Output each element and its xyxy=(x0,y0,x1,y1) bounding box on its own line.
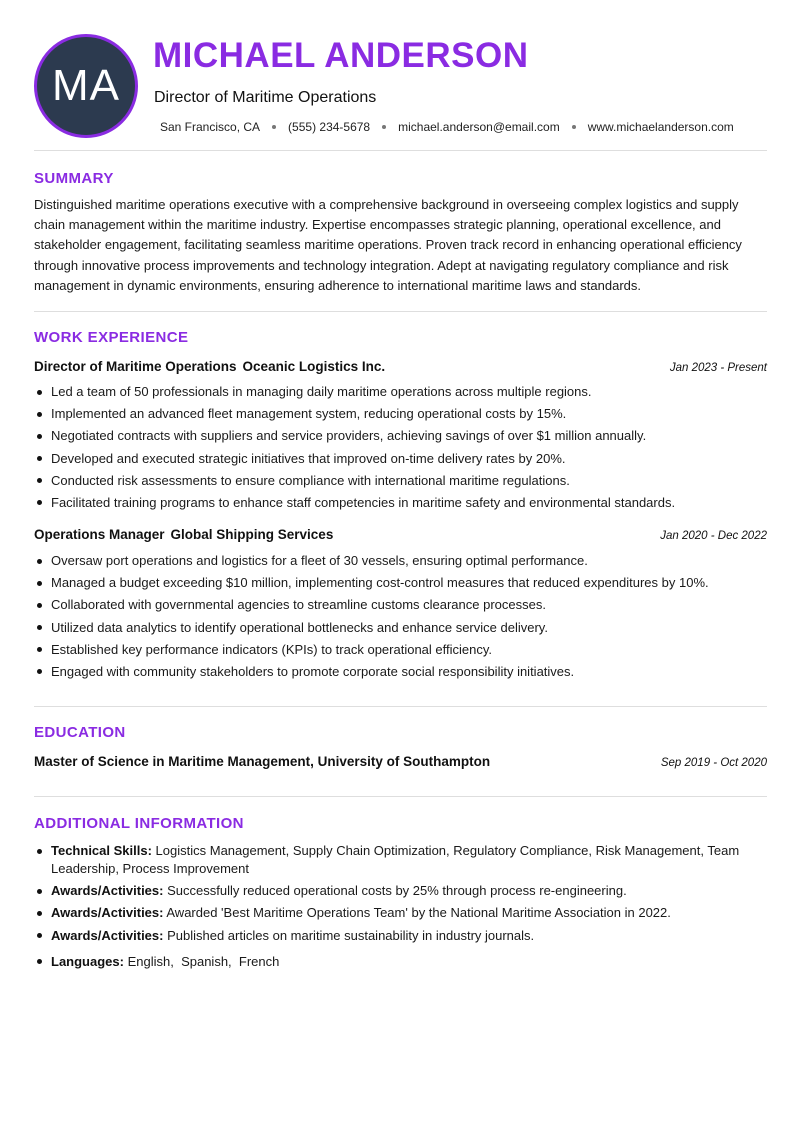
separator-dot-icon xyxy=(382,125,386,129)
list-item: Collaborated with governmental agencies to streamline customs clearance processes. xyxy=(34,596,767,614)
contact-phone: (555) 234-5678 xyxy=(288,120,371,134)
list-item: Facilitated training programs to enhance staff competencies in maritime safety and environmental standards. xyxy=(34,494,767,512)
list-item: Led a team of 50 professionals in managing daily maritime operations across multiple regions. xyxy=(34,383,767,401)
job-role: Director of Maritime Operations xyxy=(34,359,237,374)
contact-email[interactable]: michael.anderson@email.com xyxy=(398,120,560,134)
additional-list xyxy=(34,842,767,975)
avatar-initials: MA xyxy=(52,61,120,110)
item-text: Published articles on maritime sustainability in industry journals. xyxy=(167,927,535,943)
list-item: Oversaw port operations and logistics for a fleet of 30 vessels, ensuring optimal performance. xyxy=(34,552,767,570)
item-label: Awards/Activities: xyxy=(51,927,164,943)
item-text: English, Spanish, French xyxy=(127,953,280,969)
avatar xyxy=(34,34,138,138)
job-title-line xyxy=(34,527,333,542)
list-item: Conducted risk assessments to ensure compliance with international maritime regulations. xyxy=(34,472,767,490)
education-heading: EDUCATION xyxy=(34,724,126,741)
item-label: Technical Skills: xyxy=(51,843,152,858)
section-divider xyxy=(34,311,767,312)
job-header xyxy=(34,527,767,542)
summary-heading: SUMMARY xyxy=(34,170,114,187)
section-divider xyxy=(34,706,767,707)
job-role: Operations Manager xyxy=(34,527,165,542)
candidate-title: Director of Maritime Operations xyxy=(154,89,377,106)
list-item xyxy=(34,904,767,922)
education-degree: Master of Science in Maritime Management, University of Southampton xyxy=(34,754,491,769)
job-company: Global Shipping Services xyxy=(170,527,334,542)
list-item: Negotiated contracts with suppliers and service providers, achieving savings of over $1 million annually. xyxy=(34,427,767,445)
item-text: Awarded 'Best Maritime Operations Team' by the National Maritime Association in 2022. xyxy=(166,905,671,921)
contact-location: San Francisco, CA xyxy=(160,120,261,134)
item-label: Awards/Activities: xyxy=(51,905,164,921)
list-item: Implemented an advanced fleet management system, reducing operational costs by 15%. xyxy=(34,405,767,423)
item-text: Logistics Management, Supply Chain Optimization, Regulatory Compliance, Risk Management, Team Leadership, Process Improvement xyxy=(51,843,740,876)
item-text: Successfully reduced operational costs by 25% through process re-engineering. xyxy=(167,883,627,899)
education-date: Sep 2019 - Oct 2020 xyxy=(660,757,767,769)
list-item: Developed and executed strategic initiatives that improved on-time delivery rates by 20%. xyxy=(34,450,767,468)
separator-dot-icon xyxy=(272,125,276,129)
separator-dot-icon xyxy=(572,125,576,129)
section-divider xyxy=(34,150,767,151)
section-divider xyxy=(34,796,767,797)
list-item: Utilized data analytics to identify operational bottlenecks and enhance service delivery. xyxy=(34,619,767,637)
candidate-name: MICHAEL ANDERSON xyxy=(153,36,529,75)
job-bullets xyxy=(34,383,767,516)
item-label: Awards/Activities: xyxy=(51,883,164,899)
job-title-line xyxy=(34,359,385,374)
contact-website[interactable]: www.michaelanderson.com xyxy=(587,120,734,134)
list-item xyxy=(34,882,767,900)
job-date: Jan 2020 - Dec 2022 xyxy=(660,530,767,542)
additional-heading: ADDITIONAL INFORMATION xyxy=(34,815,244,832)
education-entry xyxy=(34,754,767,769)
contact-bar xyxy=(160,120,734,134)
job-company: Oceanic Logistics Inc. xyxy=(242,359,386,374)
job-bullets xyxy=(34,552,767,685)
summary-text: Distinguished maritime operations executive with a comprehensive background in overseeing complex logistics and supply chain management within the maritime industry. Expertise encompasses strategic planning, operational excellence, and stakeholder engagement, facilitating seamless maritime operations. Proven track record in enhancing operational efficiency through innovative process improvements and technology integration. Adept at navigating regulatory compliance and risk management in dynamic environments, ensuring adherence to international maritime laws and standards. xyxy=(34,197,742,293)
list-item: Managed a budget exceeding $10 million, implementing cost-control measures that reduced expenditures by 10%. xyxy=(34,574,767,592)
job-date: Jan 2023 - Present xyxy=(669,362,767,374)
job-header xyxy=(34,359,767,374)
list-item: Engaged with community stakeholders to promote corporate social responsibility initiatives. xyxy=(34,663,767,681)
item-label: Languages: xyxy=(51,953,124,969)
experience-heading: WORK EXPERIENCE xyxy=(34,329,189,346)
list-item xyxy=(34,953,767,971)
list-item xyxy=(34,842,767,878)
list-item: Established key performance indicators (KPIs) to track operational efficiency. xyxy=(34,641,767,659)
list-item xyxy=(34,927,767,945)
